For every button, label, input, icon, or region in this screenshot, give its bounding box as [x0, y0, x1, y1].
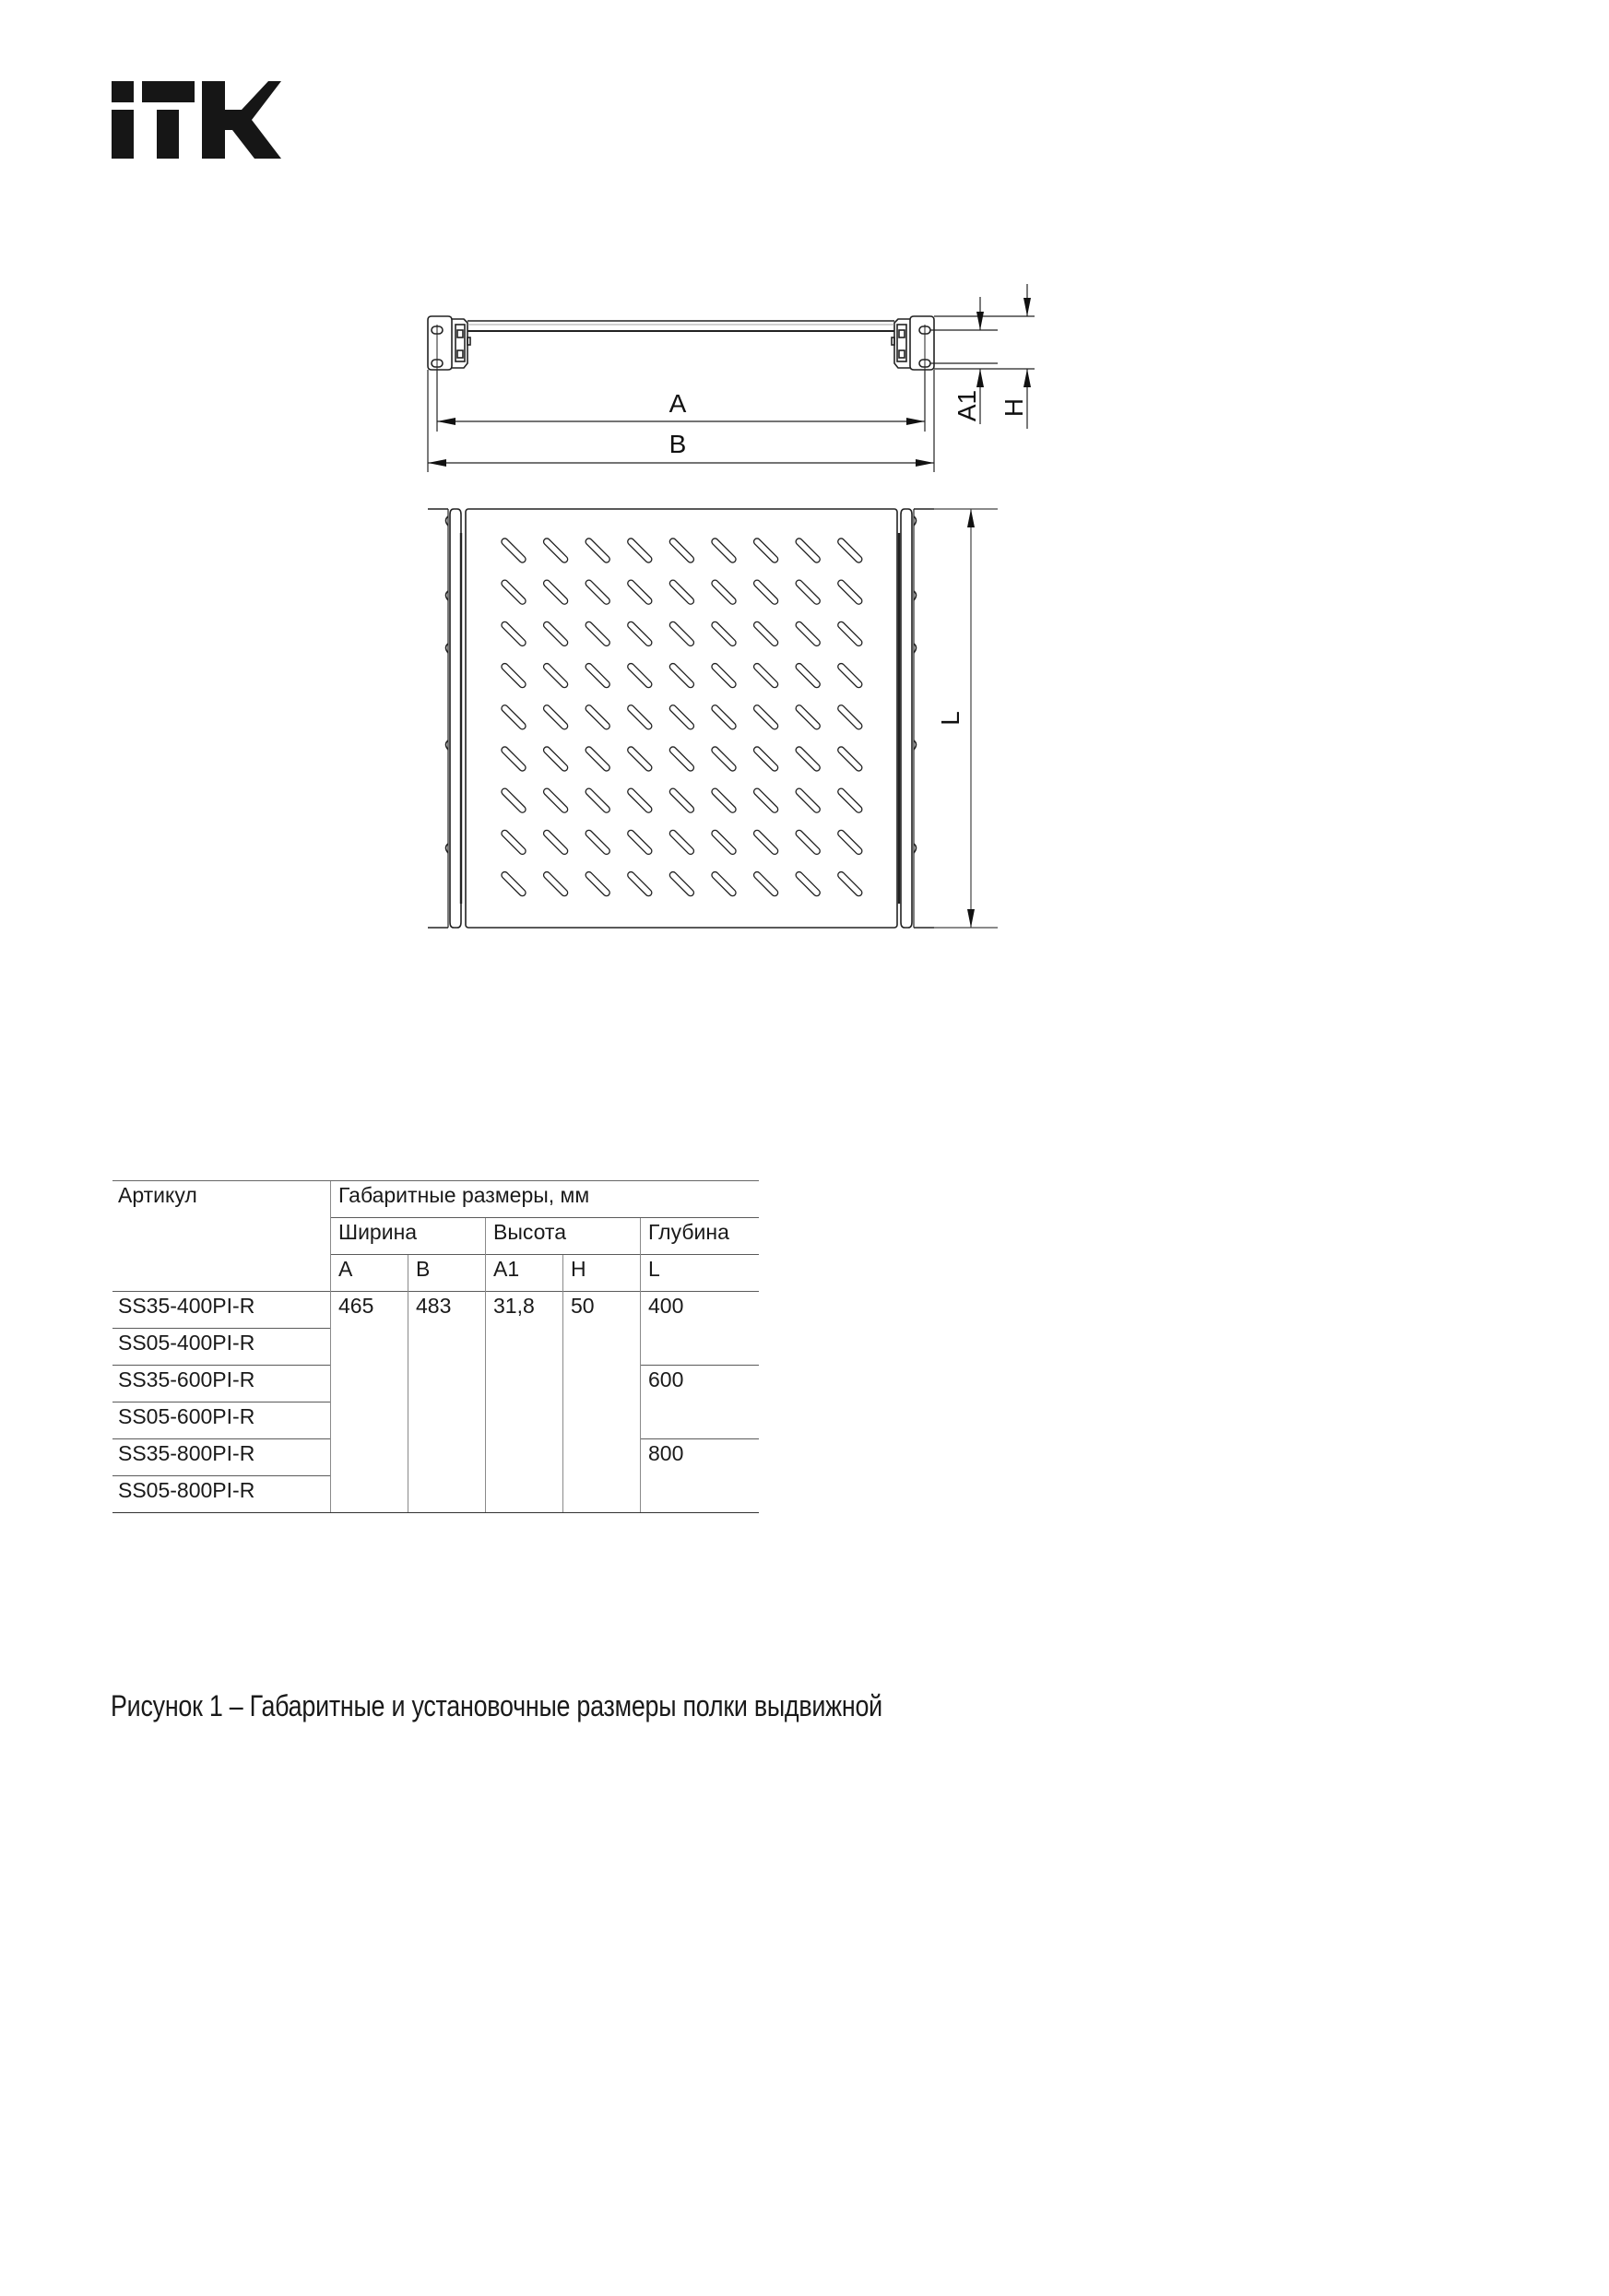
ventilation-slot: [795, 746, 822, 773]
ventilation-slot: [585, 746, 611, 773]
ventilation-slot: [668, 829, 695, 856]
ventilation-slot: [542, 579, 569, 606]
value-B: 483: [408, 1292, 486, 1513]
ventilation-slot: [795, 662, 822, 689]
ventilation-slot: [501, 621, 527, 647]
ventilation-slot: [585, 870, 611, 897]
ventilation-slot: [585, 787, 611, 814]
ventilation-slot: [752, 662, 779, 689]
ventilation-slot: [836, 704, 863, 730]
ventilation-slot: [711, 538, 738, 564]
dimension-label-A: A: [668, 389, 687, 418]
ventilation-slot: [795, 870, 822, 897]
article-cell: SS05-800PI-R: [112, 1476, 331, 1513]
dimensions-table: [112, 1180, 759, 1513]
ventilation-slot: [752, 870, 779, 897]
ventilation-slot: [711, 870, 738, 897]
dimension-label-A1: A1: [952, 389, 981, 422]
ventilation-slot: [626, 662, 653, 689]
ventilation-slot: [795, 621, 822, 647]
ventilation-slot: [711, 704, 738, 730]
ventilation-slot: [542, 787, 569, 814]
ventilation-slot: [626, 787, 653, 814]
ventilation-slots: [501, 538, 864, 898]
shelf-panel: [466, 509, 897, 928]
article-cell: SS05-400PI-R: [112, 1329, 331, 1366]
header-col-H: H: [563, 1255, 641, 1292]
ventilation-slot: [501, 662, 527, 689]
ventilation-slot: [501, 787, 527, 814]
ventilation-slot: [585, 829, 611, 856]
ventilation-slot: [836, 787, 863, 814]
ventilation-slot: [585, 538, 611, 564]
dimension-label-B: B: [668, 430, 687, 458]
ventilation-slot: [836, 538, 863, 564]
article-cell: SS35-400PI-R: [112, 1292, 331, 1329]
ventilation-slot: [795, 538, 822, 564]
plan-view: [428, 509, 934, 928]
article-cell: SS35-600PI-R: [112, 1366, 331, 1402]
dimension-label-H: H: [1000, 397, 1028, 418]
ventilation-slot: [668, 746, 695, 773]
header-col-A: A: [331, 1255, 408, 1292]
value-A: 465: [331, 1292, 408, 1513]
ventilation-slot: [711, 621, 738, 647]
ventilation-slot: [626, 621, 653, 647]
header-col-L: L: [641, 1255, 760, 1292]
ventilation-slot: [711, 662, 738, 689]
ventilation-slot: [501, 746, 527, 773]
ventilation-slot: [542, 746, 569, 773]
ventilation-slot: [795, 704, 822, 730]
ventilation-slot: [668, 579, 695, 606]
ventilation-slot: [668, 704, 695, 730]
ventilation-slot: [752, 704, 779, 730]
ventilation-slot: [711, 579, 738, 606]
ventilation-slot: [542, 829, 569, 856]
ventilation-slot: [626, 704, 653, 730]
header-height: Высота: [486, 1218, 641, 1255]
side-view-dimensions: [428, 284, 1035, 472]
header-depth: Глубина: [641, 1218, 760, 1255]
ventilation-slot: [752, 787, 779, 814]
ventilation-slot: [626, 829, 653, 856]
left-slide-rail: [428, 509, 461, 928]
ventilation-slot: [501, 704, 527, 730]
side-view: [428, 316, 934, 371]
ventilation-slot: [626, 538, 653, 564]
ventilation-slot: [501, 538, 527, 564]
ventilation-slot: [542, 870, 569, 897]
ventilation-slot: [542, 621, 569, 647]
table-row: [112, 1292, 759, 1329]
article-cell: SS05-600PI-R: [112, 1402, 331, 1439]
ventilation-slot: [668, 662, 695, 689]
ventilation-slot: [752, 579, 779, 606]
table-header-row: [112, 1181, 759, 1218]
ventilation-slot: [836, 746, 863, 773]
ventilation-slot: [795, 829, 822, 856]
ventilation-slot: [501, 579, 527, 606]
right-mounting-bracket: [892, 316, 934, 371]
value-A1: 31,8: [486, 1292, 563, 1513]
value-H: 50: [563, 1292, 641, 1513]
ventilation-slot: [752, 746, 779, 773]
ventilation-slot: [836, 829, 863, 856]
ventilation-slot: [711, 787, 738, 814]
ventilation-slot: [795, 787, 822, 814]
ventilation-slot: [585, 662, 611, 689]
ventilation-slot: [836, 662, 863, 689]
ventilation-slot: [752, 621, 779, 647]
header-overall-dimensions: Габаритные размеры, мм: [331, 1181, 760, 1218]
header-col-A1: A1: [486, 1255, 563, 1292]
ventilation-slot: [626, 579, 653, 606]
ventilation-slot: [668, 870, 695, 897]
ventilation-slot: [626, 746, 653, 773]
ventilation-slot: [711, 829, 738, 856]
ventilation-slot: [752, 538, 779, 564]
ventilation-slot: [542, 538, 569, 564]
ventilation-slot: [836, 870, 863, 897]
dimension-label-L: L: [936, 711, 964, 726]
value-L: 400: [641, 1292, 760, 1366]
ventilation-slot: [795, 579, 822, 606]
right-slide-rail: [899, 509, 934, 928]
left-mounting-bracket: [428, 316, 470, 371]
header-col-B: B: [408, 1255, 486, 1292]
ventilation-slot: [585, 579, 611, 606]
figure-caption: Рисунок 1 – Габаритные и установочные размеры полки выдвижной: [111, 1689, 882, 1722]
value-L: 800: [641, 1439, 760, 1513]
ventilation-slot: [542, 704, 569, 730]
shelf-technical-drawing: [0, 0, 1609, 1014]
ventilation-slot: [542, 662, 569, 689]
ventilation-slot: [668, 787, 695, 814]
ventilation-slot: [501, 829, 527, 856]
ventilation-slot: [585, 704, 611, 730]
header-article: Артикул: [112, 1181, 331, 1292]
ventilation-slot: [836, 579, 863, 606]
header-width: Ширина: [331, 1218, 486, 1255]
ventilation-slot: [626, 870, 653, 897]
ventilation-slot: [585, 621, 611, 647]
ventilation-slot: [501, 870, 527, 897]
ventilation-slot: [836, 621, 863, 647]
ventilation-slot: [668, 538, 695, 564]
value-L: 600: [641, 1366, 760, 1439]
ventilation-slot: [668, 621, 695, 647]
ventilation-slot: [711, 746, 738, 773]
ventilation-slot: [752, 829, 779, 856]
article-cell: SS35-800PI-R: [112, 1439, 331, 1476]
